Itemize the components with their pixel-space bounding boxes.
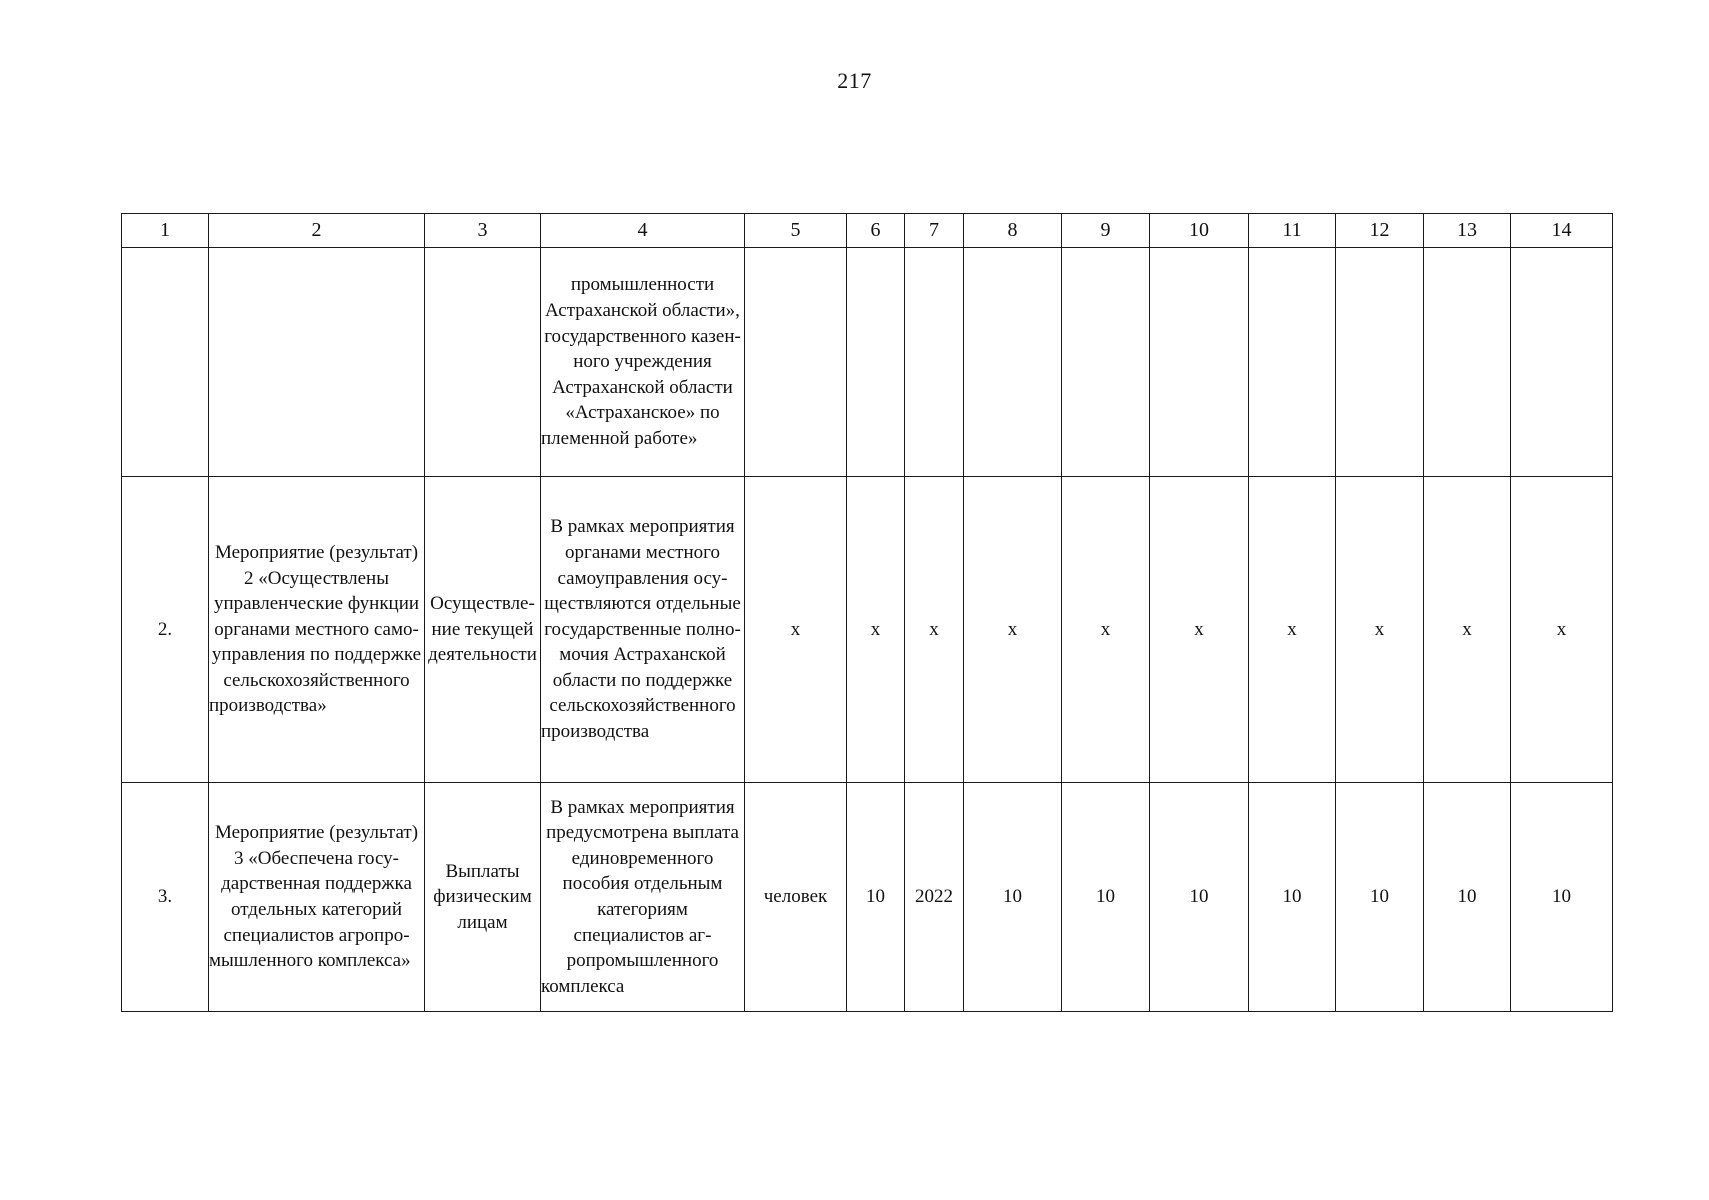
value-cell: 10	[1062, 783, 1150, 1012]
column-header: 4	[541, 214, 745, 248]
column-header: 3	[425, 214, 541, 248]
column-header: 5	[745, 214, 847, 248]
value-cell: х	[1336, 477, 1424, 783]
activity-description: В рамках мероприятия предусмотрена выплата единовременного пособия отдельным категориям специалистов агропромышленного комплекса	[541, 783, 745, 1012]
unit-cell: человек	[745, 783, 847, 1012]
value-cell: х	[1062, 477, 1150, 783]
page-number: 217	[837, 68, 872, 93]
value-cell: 10	[964, 783, 1062, 1012]
value-cell: х	[964, 477, 1062, 783]
table-row	[122, 477, 1613, 783]
column-header: 11	[1249, 214, 1336, 248]
activity-type: Выплаты физическим лицам	[425, 783, 541, 1012]
activities-table	[121, 213, 1613, 1012]
value-cell	[1511, 248, 1613, 477]
column-header: 6	[847, 214, 905, 248]
activity-type	[425, 248, 541, 477]
activity-name: Мероприятие (результат) 3 «Обеспечена государственная поддержка отдельных категорий специалистов агропромышленного комплекса»	[209, 783, 425, 1012]
activity-description: В рамках мероприятия органами местного самоуправления осуществляются отдельные государственные полномочия Астраханской области по поддержке сельскохозяйственного производства	[541, 477, 745, 783]
value-cell: х	[1249, 477, 1336, 783]
value-cell: х	[1511, 477, 1613, 783]
value-cell	[1150, 248, 1249, 477]
value-cell	[847, 248, 905, 477]
value-cell	[1336, 248, 1424, 477]
value-cell: х	[1424, 477, 1511, 783]
column-header: 13	[1424, 214, 1511, 248]
value-cell: 10	[1424, 783, 1511, 1012]
value-cell: х	[905, 477, 964, 783]
column-header: 2	[209, 214, 425, 248]
row-number: 3.	[122, 783, 209, 1012]
table-row	[122, 248, 1613, 477]
activity-name: Мероприятие (результат) 2 «Осуществлены управленческие функции органами местного самоуправления по поддержке сельскохозяйственного производства»	[209, 477, 425, 783]
activity-type: Осуществление текущей деятельности	[425, 477, 541, 783]
activity-description: промышленности Астраханской области», государственного казенного учреждения Астраханской области «Астраханское» по племенной работе»	[541, 248, 745, 477]
value-cell: 10	[847, 783, 905, 1012]
value-cell	[1424, 248, 1511, 477]
unit-cell	[745, 248, 847, 477]
column-header: 14	[1511, 214, 1613, 248]
column-header: 8	[964, 214, 1062, 248]
column-header: 7	[905, 214, 964, 248]
value-cell	[1249, 248, 1336, 477]
value-cell	[964, 248, 1062, 477]
value-cell: х	[1150, 477, 1249, 783]
value-cell: 2022	[905, 783, 964, 1012]
row-number	[122, 248, 209, 477]
table-row	[122, 783, 1613, 1012]
column-header: 9	[1062, 214, 1150, 248]
header-row	[122, 214, 1613, 248]
value-cell	[1062, 248, 1150, 477]
value-cell: 10	[1150, 783, 1249, 1012]
value-cell	[905, 248, 964, 477]
unit-cell: х	[745, 477, 847, 783]
activity-name	[209, 248, 425, 477]
value-cell: 10	[1249, 783, 1336, 1012]
column-header: 1	[122, 214, 209, 248]
column-header: 10	[1150, 214, 1249, 248]
column-header: 12	[1336, 214, 1424, 248]
value-cell: х	[847, 477, 905, 783]
value-cell: 10	[1511, 783, 1613, 1012]
value-cell: 10	[1336, 783, 1424, 1012]
row-number: 2.	[122, 477, 209, 783]
